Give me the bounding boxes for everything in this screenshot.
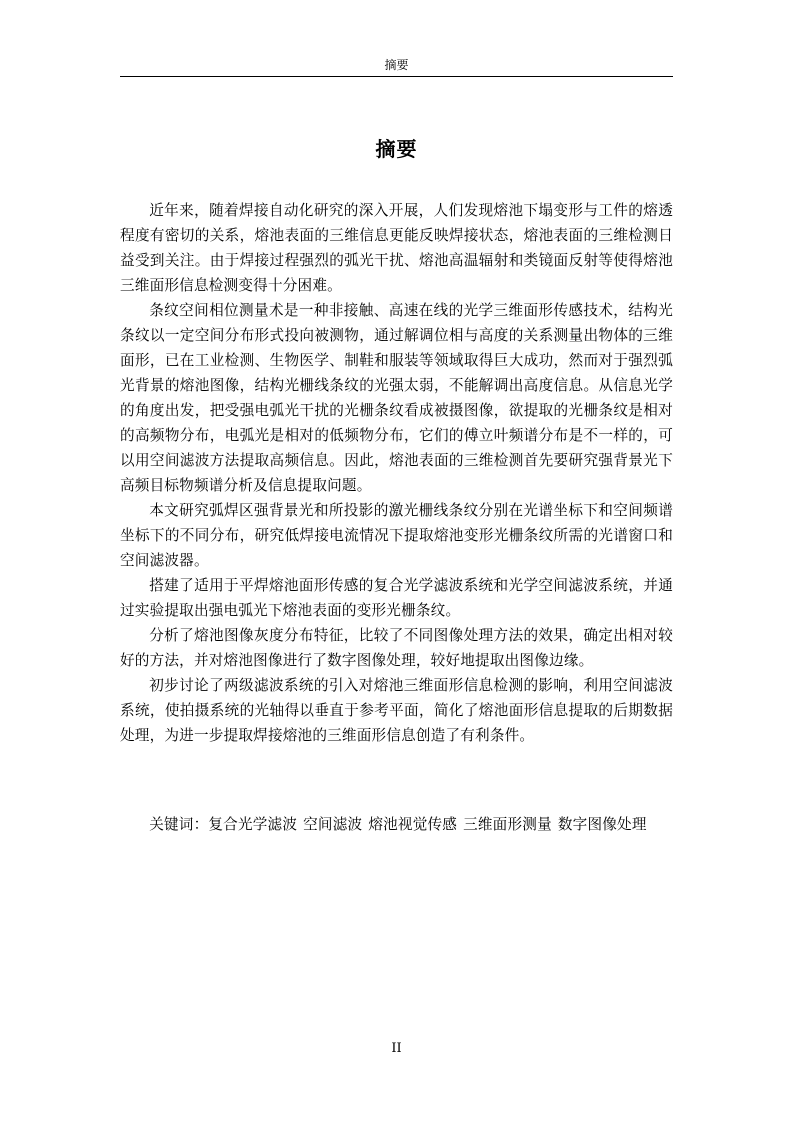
keyword-term: 数字图像处理 [557,816,647,833]
paragraph-2: 条纹空间相位测量术是一种非接触、高速在线的光学三维面形传感技术，结构光条纹以一定空间分布形式投向被测物，通过解调位相与高度的关系测量出物体的三维面形，已在工业检测、生物医学、制鞋和服装等领域取得巨大成功，然而对于强烈弧光背景的熔池图像，结构光栅线条纹的光强太弱，不能解调出高度信息。从信息光学的角度出发，把受强电弧光干扰的光栅条纹看成被摄图像，欲提取的光栅条纹是相对的高频物分布，电弧光是相对的低频物分布，它们的傅立叶频谱分布是不一样的，可以用空间滤波方法提取高频信息。因此，熔池表面的三维检测首先要研究强背景光下高频目标物频谱分析及信息提取问题。 [120,302,673,494]
keyword-term: 复合光学滤波 [208,816,298,833]
keyword-term: 熔池视觉传感 [368,816,458,833]
keywords [120,812,673,837]
paragraph-5: 分析了熔池图像灰度分布特征，比较了不同图像处理方法的效果，确定出相对较好的方法，并对熔池图像进行了数字图像处理，较好地提取出图像边缘。 [120,627,673,669]
paragraph-3: 本文研究弧焊区强背景光和所投影的激光栅线条纹分别在光谱坐标下和空间频谱坐标下的不同分布，研究低焊接电流情况下提取熔池变形光栅条纹所需的光谱窗口和空间滤波器。 [120,502,673,569]
paragraph-1: 近年来，随着焊接自动化研究的深入开展，人们发现熔池下塌变形与工件的熔透程度有密切的关系，熔池表面的三维信息更能反映焊接状态，熔池表面的三维检测日益受到关注。由于焊接过程强烈的弧光干扰、熔池高温辐射和类镜面反射等使得熔池三维面形信息检测变得十分困难。 [120,202,673,294]
page-title: 摘要 [375,137,418,161]
paragraph-4: 搭建了适用于平焊熔池面形传感的复合光学滤波系统和光学空间滤波系统，并通过实验提取出强电弧光下熔池表面的变形光栅条纹。 [120,577,673,619]
running-header: 摘要 [384,58,409,72]
page-number: II [391,1041,402,1056]
keywords-label: 关键词： [149,816,209,833]
paragraph-6: 初步讨论了两级滤波系统的引入对熔池三维面形信息检测的影响，利用空间滤波系统，使拍摄系统的光轴得以垂直于参考平面，简化了熔池面形信息提取的后期数据处理，为进一步提取焊接熔池的三维面形信息创造了有利条件。 [120,677,673,744]
abstract-body [120,198,673,748]
keyword-term: 空间滤波 [303,816,363,833]
header-rule [120,76,673,77]
keyword-term: 三维面形测量 [463,816,552,833]
